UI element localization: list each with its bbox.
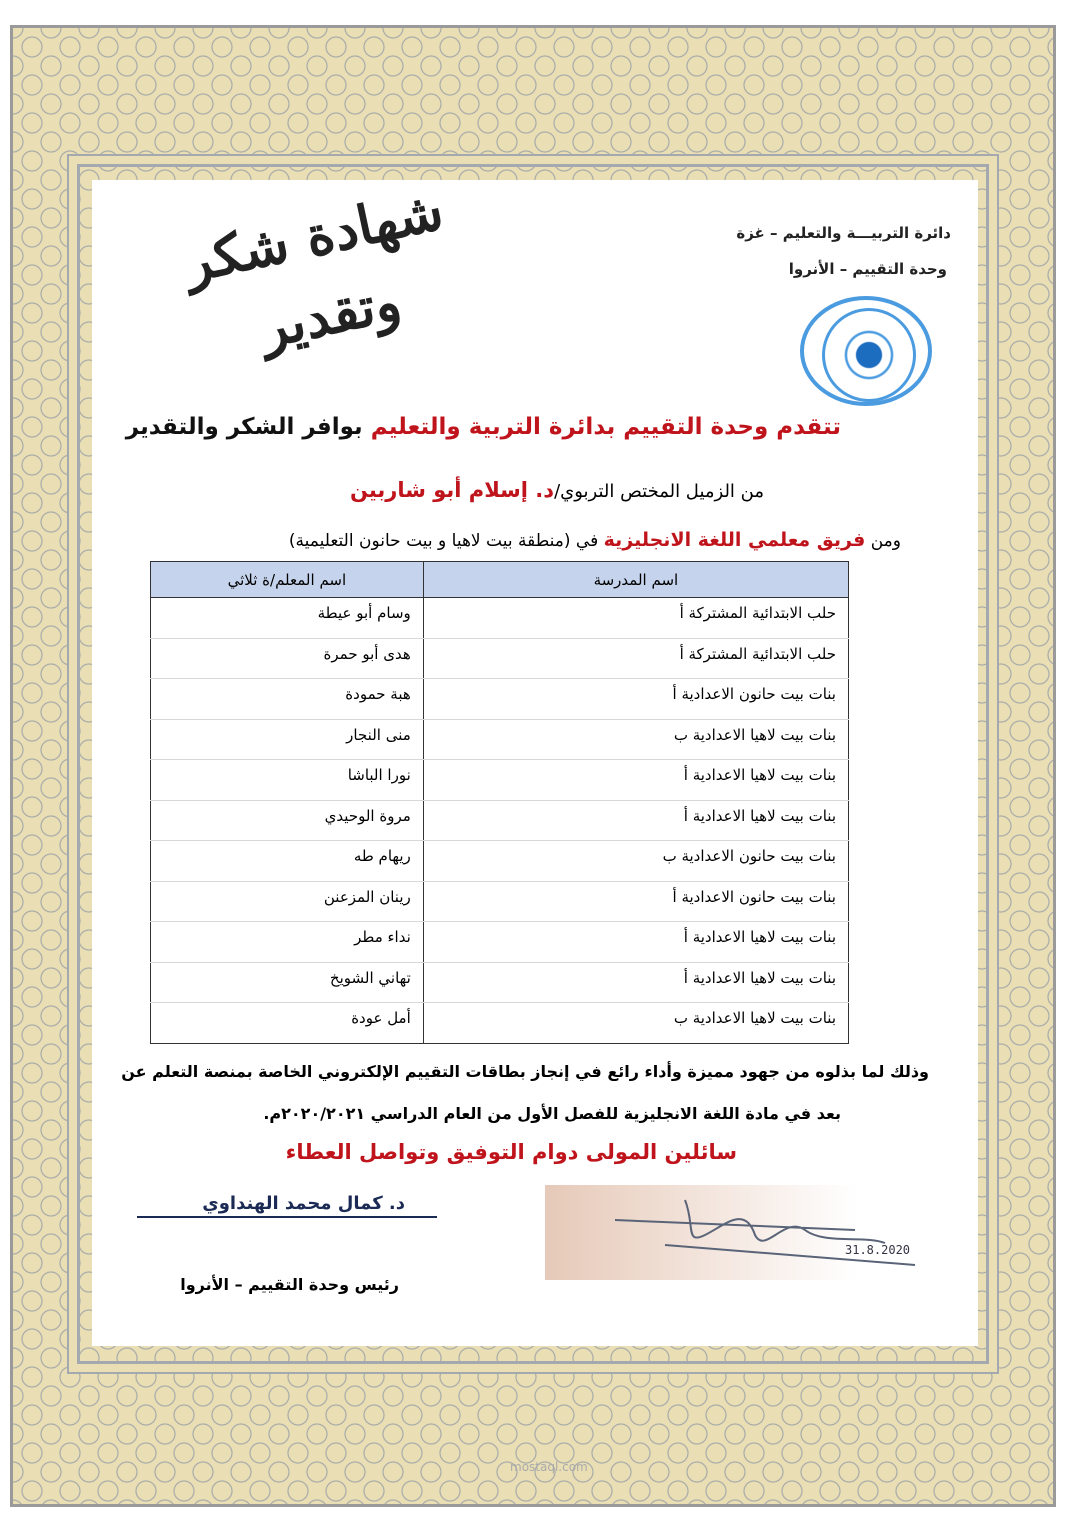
- teachers-table: [150, 561, 849, 1044]
- teacher-name-cell: نداء مطر: [151, 922, 424, 963]
- watermark: mostaql.com: [510, 1460, 588, 1474]
- signature-date: 31.8.2020: [845, 1243, 911, 1257]
- school-name-cell: بنات بيت لاهيا الاعدادية أ: [423, 922, 848, 963]
- school-name-cell: بنات بيت حانون الاعدادية أ: [423, 679, 848, 720]
- table-row: [151, 841, 849, 882]
- header-unit: وحدة التقييم – الأنروا: [788, 260, 947, 278]
- teacher-name-cell: نورا الباشا: [151, 760, 424, 801]
- school-name-cell: بنات بيت لاهيا الاعدادية أ: [423, 962, 848, 1003]
- teacher-name-cell: ريهام طه: [151, 841, 424, 882]
- school-name-cell: بنات بيت لاهيا الاعدادية أ: [423, 760, 848, 801]
- body-line-2: بعد في مادة اللغة الانجليزية للفصل الأول من العام الدراسي ٢٠٢٠/٢٠٢١م.: [263, 1104, 841, 1123]
- teacher-name-cell: مروة الوحيدي: [151, 800, 424, 841]
- table-row: [151, 1003, 849, 1044]
- colleague-name: د. إسلام أبو شاربين: [349, 478, 555, 502]
- signatory-name: د. كمال محمد الهنداوي: [202, 1193, 405, 1214]
- school-name-cell: بنات بيت لاهيا الاعدادية ب: [423, 719, 848, 760]
- header-department: دائرة التربيـــة والتعليم – غزة: [736, 224, 951, 242]
- certificate-title-calligraphy: شهادة شكر وتقدير: [178, 177, 449, 361]
- signature-scribble-icon: [545, 1185, 935, 1280]
- teacher-name-cell: رينان المزعنن: [151, 881, 424, 922]
- table-row: [151, 800, 849, 841]
- school-name-cell: بنات بيت لاهيا الاعدادية أ: [423, 800, 848, 841]
- col-teacher: اسم المعلم/ة ثلاثي: [151, 562, 424, 598]
- teacher-name-cell: هدى أبو حمرة: [151, 638, 424, 679]
- team-name: فريق معلمي اللغة الانجليزية: [603, 529, 866, 551]
- from-prefix: من الزميل المختص التربوي/: [554, 481, 764, 502]
- teacher-name-cell: أمل عودة: [151, 1003, 424, 1044]
- school-name-cell: حلب الابتدائية المشتركة أ: [423, 638, 848, 679]
- table-row: [151, 760, 849, 801]
- table-row: [151, 922, 849, 963]
- school-name-cell: بنات بيت حانون الاعدادية ب: [423, 841, 848, 882]
- team-suffix: في (منطقة بيت لاهيا و بيت حانون التعليمية): [288, 531, 599, 551]
- body-line-1: وذلك لما بذلوه من جهود مميزة وأداء رائع في إنجاز بطاقات التقييم الإلكتروني الخاصة بمنصة التعلم عن: [121, 1062, 929, 1081]
- table-row: [151, 881, 849, 922]
- table-row: [151, 719, 849, 760]
- teacher-name-cell: تهاني الشويخ: [151, 962, 424, 1003]
- intro-black: بوافر الشكر والتقدير: [125, 414, 363, 440]
- intro-red: تتقدم وحدة التقييم بدائرة التربية والتعليم: [370, 414, 841, 440]
- from-line: [350, 478, 764, 502]
- signature-line: [137, 1216, 437, 1218]
- signatory-title: رئيس وحدة التقييم – الأنروا: [180, 1275, 399, 1294]
- school-name-cell: بنات بيت حانون الاعدادية أ: [423, 881, 848, 922]
- intro-line: [126, 414, 841, 440]
- teacher-name-cell: منى النجار: [151, 719, 424, 760]
- col-school: اسم المدرسة: [423, 562, 848, 598]
- school-name-cell: بنات بيت لاهيا الاعدادية ب: [423, 1003, 848, 1044]
- school-name-cell: حلب الابتدائية المشتركة أ: [423, 598, 848, 639]
- table-row: [151, 638, 849, 679]
- table-row: [151, 962, 849, 1003]
- team-prefix: ومن: [870, 531, 901, 551]
- team-line: [289, 529, 901, 551]
- signature-image: [545, 1185, 935, 1280]
- closing-line: سائلين المولى دوام التوفيق وتواصل العطاء: [285, 1140, 737, 1164]
- teacher-name-cell: وسام أبو عيطة: [151, 598, 424, 639]
- table-row: [151, 679, 849, 720]
- un-logo: [800, 296, 932, 406]
- teacher-name-cell: هبة حمودة: [151, 679, 424, 720]
- table-row: [151, 598, 849, 639]
